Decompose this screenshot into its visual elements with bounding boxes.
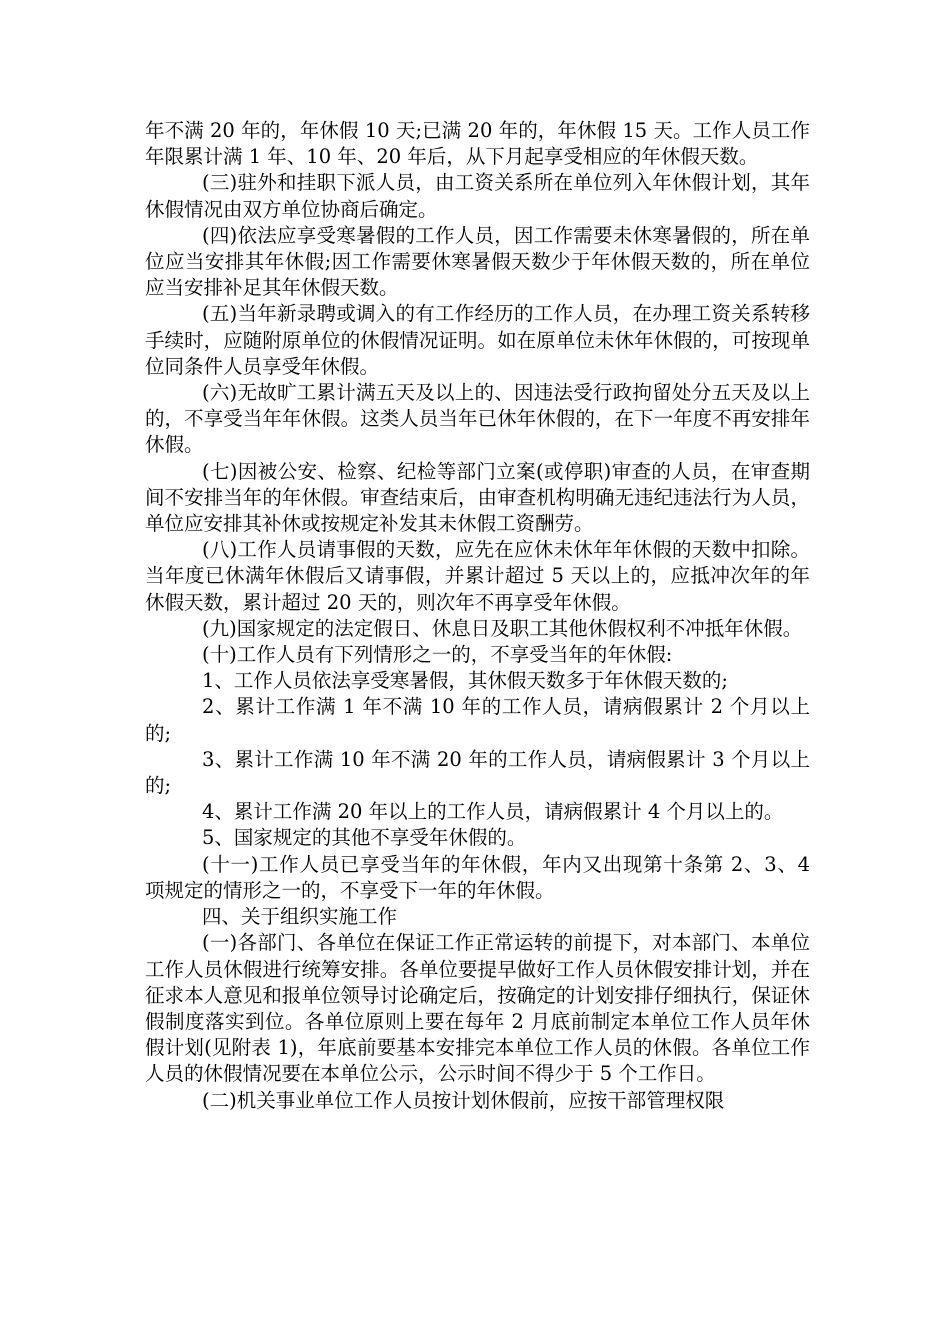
list-item-2: 2、累计工作满 1 年不满 10 年的工作人员，请病假累计 2 个月以上的; xyxy=(145,695,810,745)
paragraph-item-5: (五)当年新录聘或调入的有工作经历的工作人员，在办理工资关系转移手续时，应随附原单位的休假情况证明。如在原单位未休年休假的，可按现单位同条件人员享受年休假。 xyxy=(145,302,810,378)
paragraph-item-7: (七)因被公安、检察、纪检等部门立案(或停职)审查的人员，在审查期间不安排当年的年休假。审查结束后，由审查机构明确无违纪违法行为人员，单位应安排其补休或按规定补发其未休假工资酬劳。 xyxy=(145,459,810,536)
list-item-1: 1、工作人员依法享受寒暑假，其休假天数多于年休假天数的; xyxy=(202,669,728,693)
paragraph-item-3: (三)驻外和挂职下派人员，由工资关系所在单位列入年休假计划，其年休假情况由双方单位协商后确定。 xyxy=(145,171,810,221)
paragraph-implementation-1: (一)各部门、各单位在保证工作正常运转的前提下，对本部门、本单位工作人员休假进行统筹安排。各单位要提早做好工作人员休假安排计划，并在征求本人意见和报单位领导讨论确定后，按确定的计划安排仔细执行，保证休假制度落实到位。各单位原则上要在每年 2 月底前制定本单位工作人员年休假计划(见附表 1)，年底前要基本安排完本单位工作人员的休假。各单位工作人员的休假情况要在本单位公示，公示时间不得少于 5 个工作日。 xyxy=(145,931,810,1086)
list-item-4: 4、累计工作满 20 年以上的工作人员，请病假累计 4 个月以上的。 xyxy=(202,800,784,824)
list-item-3: 3、累计工作满 10 年不满 20 年的工作人员，请病假累计 3 个月以上的; xyxy=(145,747,810,798)
paragraph-item-10: (十)工作人员有下列情形之一的，不享受当年的年休假: xyxy=(202,643,673,667)
paragraph-item-6: (六)无故旷工累计满五天及以上的、因违法受行政拘留处分五天及以上的，不享受当年年休假。这类人员当年已休年休假的，在下一年度不再安排年休假。 xyxy=(145,381,810,457)
list-item-5: 5、国家规定的其他不享受年休假的。 xyxy=(202,826,527,850)
paragraph-item-8: (八)工作人员请事假的天数，应先在应休未休年年休假的天数中扣除。当年度已休满年休假后又请事假，并累计超过 5 天以上的，应抵冲次年的年休假天数，累计超过 20 天的，则次年不再享受年休假。 xyxy=(145,538,810,614)
section-heading: 四、关于组织实施工作 xyxy=(202,905,398,929)
paragraph-item-4: (四)依法应享受寒暑假的工作人员，因工作需要未休寒暑假的，所在单位应当安排其年休假;因工作需要休寒暑假天数少于年休假天数的，所在单位应当安排补足其年休假天数。 xyxy=(145,223,810,300)
document-body xyxy=(145,118,810,1114)
paragraph-item-9: (九)国家规定的法定假日、休息日及职工其他休假权利不冲抵年休假。 xyxy=(202,616,803,640)
paragraph-implementation-2: (二)机关事业单位工作人员按计划休假前，应按干部管理权限 xyxy=(202,1088,725,1112)
paragraph-annual-leave-days: 年不满 20 年的，年休假 10 天;已满 20 年的，年休假 15 天。工作人员工作年限累计满 1 年、10 年、20 年后，从下月起享受相应的年休假天数。 xyxy=(145,119,810,169)
paragraph-item-11: (十一)工作人员已享受当年的年休假，年内又出现第十条第 2、3、4 项规定的情形之一的，不享受下一年的年休假。 xyxy=(145,852,810,902)
